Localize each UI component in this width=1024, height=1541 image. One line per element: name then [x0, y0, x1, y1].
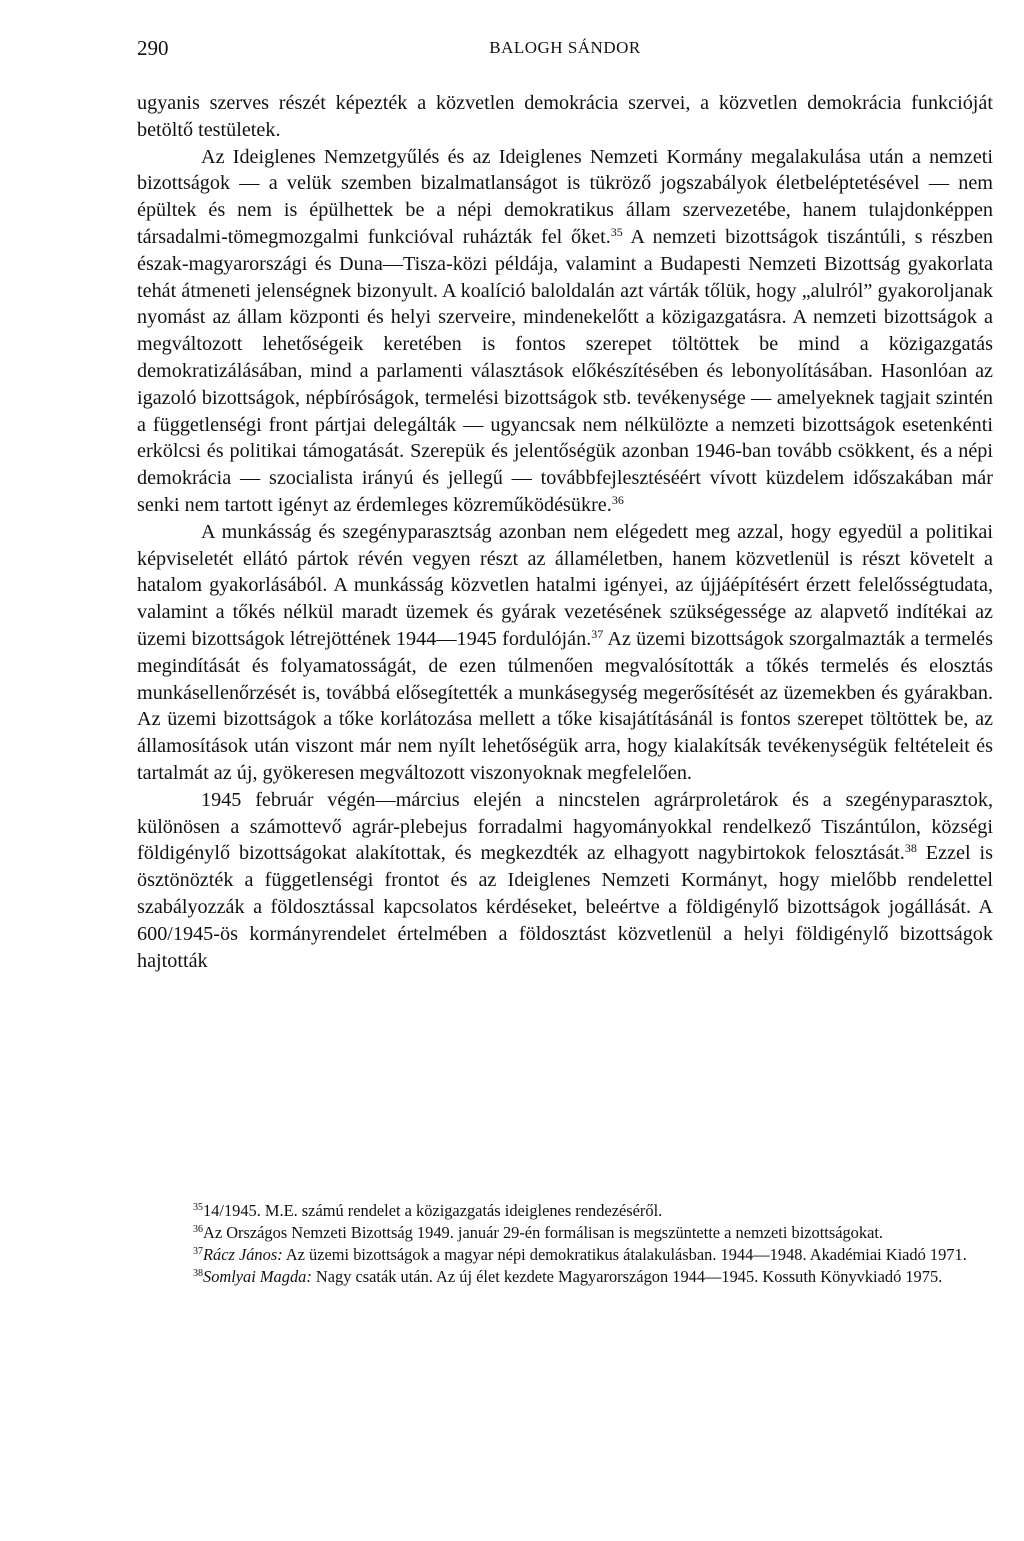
paragraph [137, 90, 993, 144]
footnote-ref: 36 [611, 492, 624, 507]
footnote-text: Az üzemi bizottságok a magyar népi demokratikus átalakulásban. 1944—1948. Akadémiai Kiadó 1971. [282, 1245, 967, 1264]
footnote [137, 1244, 993, 1266]
footnote [137, 1200, 993, 1222]
footnote-text: 14/1945. M.E. számú rendelet a közigazgatás ideiglenes rendezéséről. [203, 1201, 663, 1220]
footnote-author: Somlyai Magda: [203, 1267, 312, 1286]
paragraph-text: A nemzeti bizottságok tiszántúli, s részben észak-magyarországi és Duna—Tisza-közi példája, valamint a Budapesti Nemzeti Bizottság gyakorlata tehát átmeneti jelenségnek bizonyult. A koalíció baloldalán azt várták tőlük, hogy „alulról” gyakoroljanak nyomást az állam központi és helyi szerveire, mindenekelőtt a közigazgatásra. A nemzeti bizottságok a megváltozott lehetőségeik keretében is fontos szerepet töltöttek be mind a közigazgatás demokratizálásában, mind a parlamenti választások előkészítésében és lebonyolításában. Hasonlóan az igazoló bizottságok, népbíróságok, termelési bizottságok stb. tevékenysége — amelyeknek tagjait szintén a függetlenségi front pártjai delegálták — ugyancsak nem nélkülözte a nemzeti bizottságok esetenkénti erkölcsi és politikai támogatását. Szerepük és jelentőségük azonban 1946-ban tovább csökkent, és a népi demokrácia — szocialista irányú és jellegű — továbbfejlesztéséért vívott küzdelem időszakában már senki nem tartott igényt az érdemleges közreműködésükre. [137, 225, 993, 516]
footnote-number: 37 [193, 1246, 203, 1257]
paragraph-text: Az Ideiglenes Nemzetgyűlés és az Ideiglenes Nemzeti Kormány megalakulása után a nemzeti bizottságok — a velük szemben bizalmatlanságot is tükröző jogszabályok életbeléptetésével — nem épültek és nem is épülhettek be a népi demokratikus állam szervezetébe, hanem tulajdonképpen társadalmi-tömegmozgalmi funkcióval ruházták fel őket. [137, 145, 993, 248]
page-header [137, 30, 993, 70]
footnote-ref: 37 [591, 626, 604, 641]
footnote-text: Nagy csaták után. Az új élet kezdete Magyarországon 1944—1945. Kossuth Könyvkiadó 1975. [311, 1267, 943, 1286]
footnotes [137, 1200, 993, 1288]
footnote [137, 1266, 993, 1288]
body-text [137, 90, 993, 974]
footnote-number: 35 [193, 1202, 203, 1213]
footnote [137, 1222, 993, 1244]
paragraph-text: 1945 február végén—március elején a nincstelen agrárproletárok és a szegényparasztok, különösen a számottevő agrár-plebejus forradalmi hagyományokkal rendelkező Tiszántúlon, községi földigénylő bizottságokat alakítottak, és megkezdték az elhagyott nagybirtokok felosztását. [137, 788, 993, 865]
paragraph [137, 144, 993, 519]
paragraph-text: Ezzel is ösztönözték a függetlenségi frontot és az Ideiglenes Nemzeti Kormányt, hogy mielőbb rendelettel szabályozzák a földosztással kapcsolatos kérdéseket, beleértve a földigénylő bizottságok jogállását. A 600/1945-ös kormányrendelet értelmében a földosztást közvetlenül a helyi földigénylő bizottságok hajtották [137, 842, 993, 972]
book-page [137, 30, 993, 974]
footnote-ref: 38 [904, 841, 917, 856]
paragraph-text: Az üzemi bizottságok szorgalmazták a termelés megindítását és folyamatosságát, de ezen túlmenően megvalósították a tőkés termelés és elosztás munkásellenőrzését is, továbbá elősegítették a munkásegység megerősítését az üzemekben és gyárakban. Az üzemi bizottságok a tőke korlátozása mellett a tőke kisajátításánál is fontos szerepet töltöttek be, az államosítások után viszont már nem nyílt lehetőségük arra, hogy kialakítsák tevékenységük feltételeit és tartalmát az új, gyökeresen megváltozott viszonyoknak megfelelően. [137, 627, 993, 784]
footnote-number: 38 [193, 1268, 203, 1279]
footnote-number: 36 [193, 1224, 203, 1235]
footnote-ref: 35 [610, 224, 623, 239]
paragraph [137, 519, 993, 787]
running-head: BALOGH SÁNDOR [489, 38, 641, 57]
paragraph-text: ugyanis szerves részét képezték a közvetlen demokrácia szervei, a közvetlen demokrácia funkcióját betöltő testületek. [137, 92, 993, 141]
footnote-author: Rácz János: [203, 1245, 283, 1264]
page-number: 290 [137, 36, 169, 60]
paragraph-text: A munkásság és szegényparasztság azonban nem elégedett meg azzal, hogy egyedül a politikai képviseletét ellátó pártok révén vegyen részt az államéletben, hanem közvetlenül is részt követelt a hatalom gyakorlásából. A munkásság közvetlen hatalmi igényei, az újjáépítésért érzett felelősségtudata, valamint a tőkés nélkül maradt üzemek és gyárak vezetésének szükségessége az alapvető indítékai az üzemi bizottságok létrejöttének 1944—1945 fordulóján. [137, 520, 993, 650]
paragraph [137, 787, 993, 975]
footnote-text: Az Országos Nemzeti Bizottság 1949. január 29-én formálisan is megszüntette a nemzeti bizottságokat. [203, 1223, 884, 1242]
